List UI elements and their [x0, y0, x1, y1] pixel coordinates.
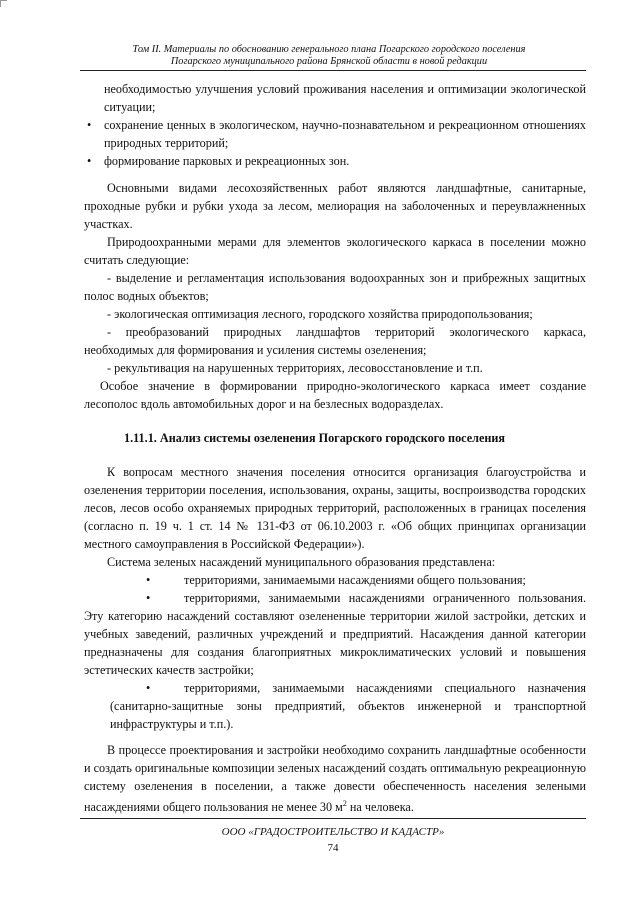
superscript-unit: 2 — [342, 799, 347, 808]
bullet-icon: • — [87, 118, 92, 132]
dash-item: - рекультивация на нарушенных территориях, лесовосстановление и т.п. — [107, 361, 483, 375]
footer-org: ООО «ГРАДОСТРОИТЕЛЬСТВО И КАДАСТР» — [221, 826, 445, 838]
list-item — [84, 679, 586, 733]
bullet-icon: • — [87, 154, 92, 168]
paragraph-final — [84, 741, 586, 816]
paragraph-local-issues: К вопросам местного значения поселения относится организация благоустройства и озеленения территории поселения, использования, охраны, защиты, воспроизводства городских лесов, лесов особо охраняемых природных территорий, расположенных в границах поселения (согласно п. 19 ч. 1 ст. 14 № 131-ФЗ от 06.10.2003 г. «Об общих принципах организации местного самоуправления в Российской Федерации»). — [84, 465, 586, 551]
list-item — [84, 571, 586, 589]
dash-item: - преобразований природных ландшафтов территорий экологического каркаса, необходимых для формирования и усиления системы озеленения; — [84, 325, 586, 357]
list-item-text: формирование парковых и рекреационных зон. — [104, 154, 350, 168]
list-item — [84, 116, 586, 152]
section-heading: 1.11.1. Анализ системы озеленения Погарского городского поселения — [124, 431, 506, 445]
list-item — [84, 152, 586, 170]
paragraph-special: Особое значение в формировании природно-экологического каркаса имеет создание лесополос вдоль автомобильных дорог и на безлесных водоразделах. — [84, 379, 586, 411]
bullet-icon: • — [146, 681, 151, 695]
bullet-icon: • — [146, 573, 151, 587]
page-number: 74 — [327, 842, 339, 854]
paragraph-system: Система зеленых насаждений муниципального образования представлена: — [107, 555, 496, 569]
dash-item: - выделение и регламентация использования водоохранных зон и прибрежных защитных полос водных объектов; — [84, 271, 586, 303]
list-item-text: территориями, занимаемыми насаждениями специального назначения (санитарно-защитные зоны предприятий, объектов инженерной и транспортной инфраструктуры и т.п.). — [110, 681, 586, 731]
list-item-text: территориями, занимаемыми насаждениями общего пользования; — [184, 573, 526, 587]
list-item-text: территориями, занимаемыми насаждениями ограниченного пользования. Эту категорию насаждений составляют озелененные территории жилой застройки, детских и учебных заведений, различных учреждений и предприятий. Насаждения данной категории предназначены для создания благоприятных микроклиматических условий и повышения эстетических качеств застройки; — [84, 591, 586, 677]
footer-divider — [80, 818, 586, 819]
paragraph-measures-intro: Природоохранными мерами для элементов экологического каркаса в поселении можно считать следующие: — [84, 235, 586, 267]
paragraph-forestry: Основными видами лесохозяйственных работ являются ландшафтные, санитарные, проходные рубки и рубки ухода за лесом, мелиорация на заболоченных и переувлажненных участках. — [84, 181, 586, 231]
list-item-text: сохранение ценных в экологическом, научно-познавательном и рекреационном отношениях природных территорий; — [104, 118, 586, 150]
running-header — [72, 44, 586, 68]
continued-paragraph: необходимостью улучшения условий проживания населения и оптимизации экологической ситуации; — [104, 82, 586, 114]
list-item — [84, 589, 586, 679]
paragraph-final-end: на человека. — [346, 800, 414, 815]
header-line-1: Том II. Материалы по обоснованию генерального плана Погарского городского поселения — [132, 44, 526, 55]
corner-mark — [0, 0, 7, 7]
header-divider — [80, 70, 586, 71]
header-line-2: Погарского муниципального района Брянской области в новой редакции — [170, 56, 488, 67]
bullet-icon: • — [146, 591, 151, 605]
paragraph-final-text: В процессе проектирования и застройки необходимо сохранить ландшафтные особенности и создать оригинальные композиции зеленых насаждений создать оптимальную рекреационную систему озеленения в поселении, а также довести обеспеченность населения зелеными насаждениями общего пользования не менее 30 м — [84, 743, 586, 815]
dash-item: - экологическая оптимизация лесного, городского хозяйства природопользования; — [107, 307, 533, 321]
page-content — [84, 80, 586, 816]
